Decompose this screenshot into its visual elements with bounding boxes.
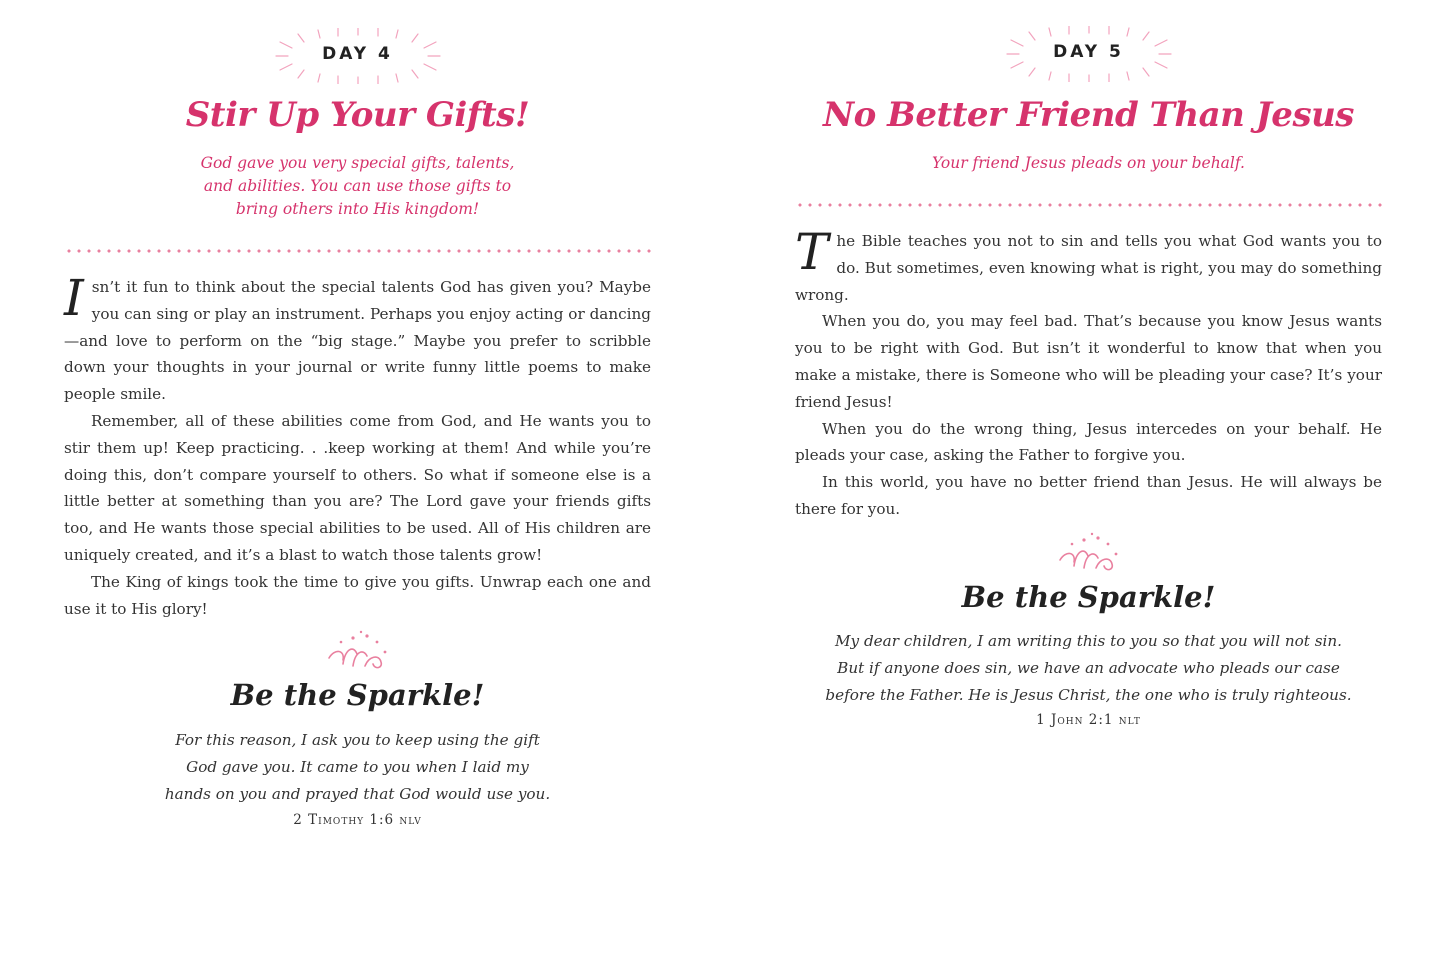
day-label: DAY 4: [322, 44, 393, 64]
day-badge: [999, 26, 1179, 82]
page-right: [795, 0, 1382, 963]
scripture-reference: 2 Timothy 1:6 nlv: [293, 812, 422, 828]
paragraph: When you do, you may feel bad. That’s because you know Jesus wants you to be right with God. But isn’t it wonderful to know that when you make a mistake, there is Someone who will be pleading your case? It’s your friend Jesus!: [795, 312, 1382, 411]
sparkle-icon: [1054, 532, 1124, 574]
page-subtitle: Your friend Jesus pleads on your behalf.: [932, 154, 1245, 172]
paragraph: The King of kings took the time to give you gifts. Unwrap each one and use it to His glory!: [64, 572, 651, 618]
drop-cap: I: [64, 269, 84, 327]
body-text: [795, 223, 1382, 523]
drop-cap: T: [795, 223, 829, 281]
page-title: No Better Friend Than Jesus: [823, 95, 1354, 135]
dotted-divider: [64, 249, 651, 253]
body-text: [64, 269, 651, 622]
paragraph: Remember, all of these abilities come from God, and He wants you to stir them up! Keep practicing. . .keep working at them! And while you’re doing this, don’t compare yourself to others. So what if someone else is a little better at something than you are? The Lord gave your friends gifts too, and He wants those special abilities to be used. All of His children are uniquely created, and it’s a blast to watch those talents grow!: [64, 411, 651, 564]
sparkle-heading: Be the Sparkle!: [230, 678, 485, 712]
paragraph: Isn’t it fun to think about the special talents God has given you? Maybe you can sing or play an instrument. Perhaps you enjoy acting or dancing—and love to perform on the “big stage.” Maybe you prefer to scribble down your thoughts in your journal or write funny little poems to make people smile.: [64, 269, 651, 404]
scripture-verse: My dear children, I am writing this to you so that you will not sin. But if anyone does sin, we have an advocate who pleads our case before the Father. He is Jesus Christ, the one who is truly righteous.: [825, 632, 1352, 704]
paragraph: In this world, you have no better friend than Jesus. He will always be there for you.: [795, 473, 1382, 518]
scripture-reference: 1 John 2:1 nlt: [1036, 712, 1141, 728]
scripture-verse: For this reason, I ask you to keep using the gift God gave you. It came to you when I laid my hands on you and prayed that God would use you.: [164, 731, 551, 803]
page-left: [64, 0, 651, 963]
day-label: DAY 5: [1053, 42, 1124, 62]
paragraph: The Bible teaches you not to sin and tells you what God wants you to do. But sometimes, even knowing what is right, you may do something wrong.: [795, 223, 1382, 304]
dotted-divider: [795, 203, 1382, 207]
page-title: Stir Up Your Gifts!: [185, 95, 530, 135]
paragraph: When you do the wrong thing, Jesus intercedes on your behalf. He pleads your case, asking the Father to forgive you.: [795, 419, 1382, 465]
sparkle-heading: Be the Sparkle!: [961, 580, 1216, 614]
page-subtitle: God gave you very special gifts, talents, and abilities. You can use those gifts to bring others into His kingdom!: [200, 154, 515, 218]
day-badge: [268, 28, 448, 84]
sparkle-icon: [323, 630, 393, 672]
